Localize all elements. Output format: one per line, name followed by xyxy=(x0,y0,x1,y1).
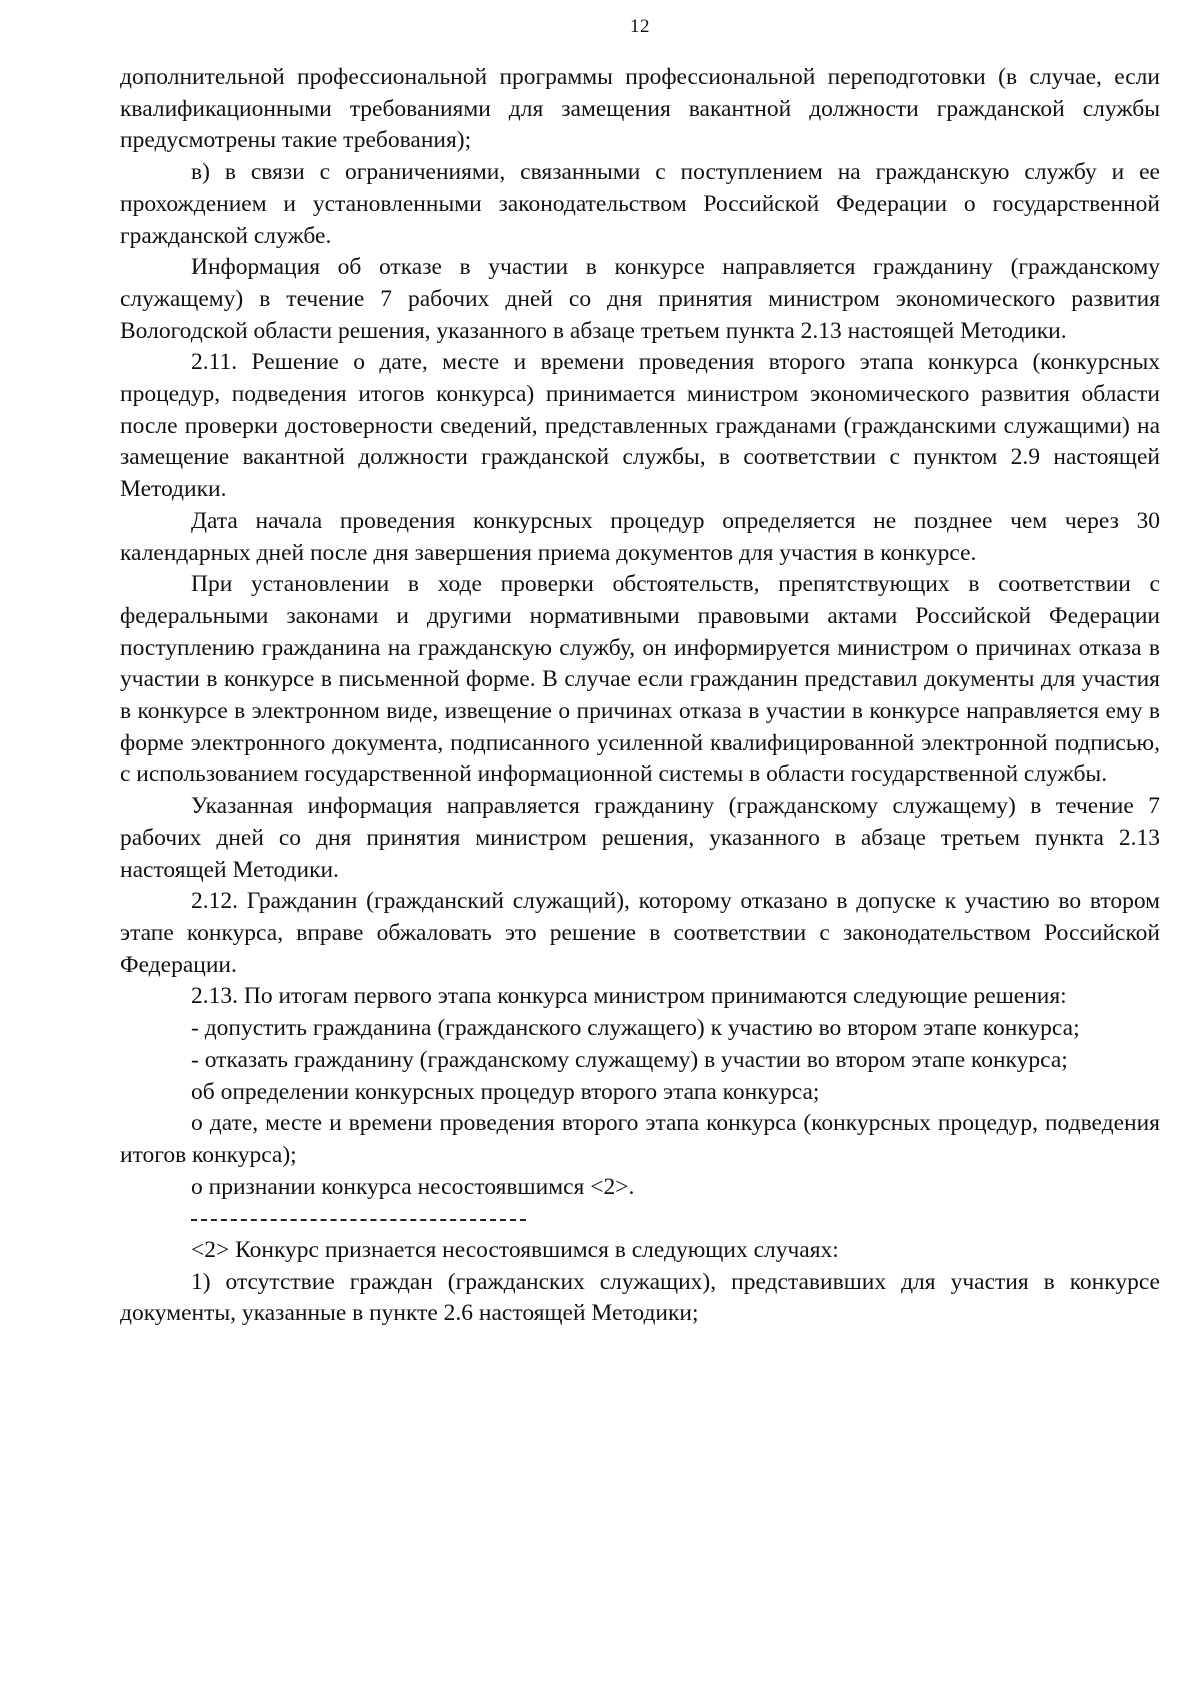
paragraph-2-13: 2.13. По итогам первого этапа конкурса министром принимаются следующие решения: xyxy=(191,983,1067,1010)
page-number: 12 xyxy=(630,16,650,37)
decision-procedures: об определении конкурсных процедур второго этапа конкурса; xyxy=(191,1078,820,1105)
paragraph-item-v: в) в связи с ограничениями, связанными с поступлением на гражданскую службу и ее прохождением и установленными законодательством Российской Федерации о государственной гражданской службе. xyxy=(120,159,1160,249)
footnote-separator xyxy=(120,1203,1160,1235)
decision-not-held: о признании конкурса несостоявшимся <2>. xyxy=(191,1173,635,1200)
document-body xyxy=(120,62,1160,1330)
decision-admit: - допустить гражданина (гражданского служащего) к участию во втором этапе конкурса; xyxy=(191,1015,1080,1042)
decision-refuse: - отказать гражданину (гражданскому служащему) в участии во втором этапе конкурса; xyxy=(191,1046,1068,1073)
paragraph-procedure-start-date: Дата начала проведения конкурсных процедур определяется не позднее чем через 30 календарных дней после дня завершения приема документов для участия в конкурсе. xyxy=(120,507,1160,566)
paragraph-continuation: дополнительной профессиональной программы профессиональной переподготовки (в случае, если квалификационными требованиями для замещения вакантной должности гражданской службы предусмотрены такие требования); xyxy=(120,64,1160,154)
paragraph-refusal-info: Информация об отказе в участии в конкурсе направляется гражданину (гражданскому служащему) в течение 7 рабочих дней со дня принятия министром экономического развития Вологодской области решения, указанного в абзаце третьем пункта 2.13 настоящей Методики. xyxy=(120,254,1160,344)
paragraph-circumstances-check: При установлении в ходе проверки обстоятельств, препятствующих в соответствии с федеральными законами и другими нормативными правовыми актами Российской Федерации поступлению гражданина на гражданскую службу, он информируется министром о причинах отказа в участии в конкурсе в письменной форме. В случае если гражданин представил документы для участия в конкурсе в электронном виде, извещение о причинах отказа в участии в конкурсе направляется ему в форме электронного документа, подписанного усиленной квалифицированной электронной подписью, с использованием государственной информационной системы в области государственной службы. xyxy=(120,571,1160,788)
paragraph-2-11: 2.11. Решение о дате, месте и времени проведения второго этапа конкурса (конкурсных процедур, подведения итогов конкурса) принимается министром экономического развития области после проверки достоверности сведений, представленных гражданами (гражданскими служащими) на замещение вакантной должности гражданской службы, в соответствии с пунктом 2.9 настоящей Методики. xyxy=(120,349,1160,503)
decision-date-place-time: о дате, месте и времени проведения второго этапа конкурса (конкурсных процедур, подведения итогов конкурса); xyxy=(120,1110,1160,1168)
paragraph-2-12: 2.12. Гражданин (гражданский служащий), которому отказано в допуске к участию во втором этапе конкурса, вправе обжаловать это решение в соответствии с законодательством Российской Федерации. xyxy=(120,888,1160,978)
paragraph-info-sent: Указанная информация направляется гражданину (гражданскому служащему) в течение 7 рабочих дней со дня принятия министром решения, указанного в абзаце третьем пункта 2.13 настоящей Методики. xyxy=(120,793,1160,883)
footnote-2-heading: <2> Конкурс признается несостоявшимся в следующих случаях: xyxy=(191,1237,839,1263)
footnote-2-item-1: 1) отсутствие граждан (гражданских служащих), представивших для участия в конкурсе документы, указанные в пункте 2.6 настоящей Методики; xyxy=(120,1268,1160,1327)
